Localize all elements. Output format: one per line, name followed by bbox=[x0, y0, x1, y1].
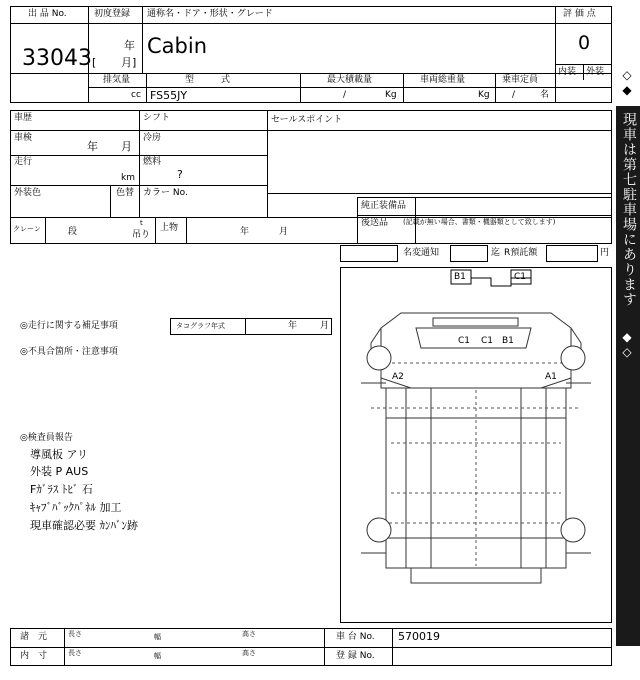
c1-top-mark: C1 bbox=[514, 272, 527, 282]
color-change-label: 色替 bbox=[116, 188, 135, 198]
c1-left-mark: C1 bbox=[458, 336, 471, 346]
exterior-score-label: 外装 bbox=[586, 67, 605, 77]
gross-weight-label: 車両総重量 bbox=[420, 75, 466, 85]
height-label: 高さ bbox=[242, 630, 256, 638]
history-label: 車歴 bbox=[14, 113, 33, 123]
fuel-value: ? bbox=[177, 168, 183, 181]
sidebar-diamonds-top: ◇◆ bbox=[620, 68, 634, 98]
b1-right-mark: B1 bbox=[502, 336, 514, 346]
gross-weight-kg: Kg bbox=[478, 90, 490, 100]
wheel-rear-left bbox=[367, 518, 391, 542]
type-label: 型 式 bbox=[185, 75, 231, 85]
lot-label: 出 品 No. bbox=[28, 9, 67, 19]
genuine-equipment-label: 純正装備品 bbox=[361, 201, 407, 211]
later-delivery-label: 後送品 bbox=[361, 218, 389, 228]
width-label-2: 幅 bbox=[154, 652, 161, 660]
yen-unit: 円 bbox=[600, 248, 610, 258]
report-line: 導風板 アリ bbox=[30, 448, 89, 461]
first-reg-year-unit: 年 bbox=[124, 39, 135, 52]
reg-no-label: 登 録 No. bbox=[336, 651, 375, 661]
height-label-2: 高さ bbox=[242, 649, 256, 657]
first-reg-month-unit: 月] bbox=[121, 56, 137, 69]
wheel-rear-right bbox=[561, 518, 585, 542]
cc-unit: cc bbox=[131, 90, 141, 100]
crane-label: クレーン bbox=[13, 225, 41, 233]
capacity-slash: / bbox=[512, 90, 516, 100]
upper-label: 上物 bbox=[160, 223, 179, 233]
name-change-box-left bbox=[340, 245, 398, 262]
inspection-year-unit: 年 bbox=[87, 140, 98, 153]
ton-unit: t bbox=[140, 219, 143, 227]
model-name-label: 通称名・ドア・形状・グレード bbox=[147, 9, 273, 19]
dimensions-label: 諸 元 bbox=[20, 632, 48, 642]
displacement-label: 排気量 bbox=[103, 75, 131, 85]
capacity-unit: 名 bbox=[540, 90, 550, 100]
score-value: 0 bbox=[578, 32, 591, 54]
driving-note-label: ◎走行に関する補足事項 bbox=[20, 321, 118, 331]
stage-unit: 段 bbox=[68, 227, 78, 237]
b1-top-mark: B1 bbox=[454, 272, 466, 282]
model-name: Cabin bbox=[147, 34, 208, 58]
first-reg-bracket: [ bbox=[92, 56, 97, 69]
wheel-front-left bbox=[367, 346, 391, 370]
sidebar-diamonds-bottom: ◆◇ bbox=[620, 330, 634, 360]
sidebar-location-text: 現車は第七駐車場にあります bbox=[621, 112, 637, 307]
chassis-no: 570019 bbox=[398, 630, 440, 643]
score-label: 評 価 点 bbox=[563, 9, 596, 19]
length-label: 長さ bbox=[68, 630, 82, 638]
tachograph-label: タコグラフ年式 bbox=[176, 322, 225, 330]
report-line: 外装 P AUS bbox=[30, 465, 89, 478]
truck-diagram bbox=[341, 268, 611, 622]
tachograph-year-unit: 年 bbox=[288, 321, 298, 331]
crane-month-unit: 月 bbox=[279, 227, 289, 237]
interior-score-label: 内装 bbox=[558, 67, 577, 77]
report-line: ｷｬﾌﾞﾊﾞｯｸﾊﾟﾈﾙ 加工 bbox=[30, 501, 122, 514]
km-unit: km bbox=[121, 173, 135, 183]
name-change-date-box bbox=[450, 245, 488, 262]
first-reg-label: 初度登録 bbox=[94, 9, 131, 19]
tachograph-month-unit: 月 bbox=[320, 321, 330, 331]
inspector-report-label: ◎検査員報告 bbox=[20, 433, 73, 443]
location-sidebar bbox=[616, 0, 640, 680]
shift-label: シフト bbox=[143, 113, 171, 123]
recycle-label: R預託額 bbox=[504, 248, 538, 258]
lot-number: 33043 bbox=[22, 46, 92, 71]
wheel-front-right bbox=[561, 346, 585, 370]
ext-color-label: 外装色 bbox=[14, 188, 42, 198]
length-label-2: 長さ bbox=[68, 649, 82, 657]
max-load-label: 最大積載量 bbox=[327, 75, 373, 85]
recycle-amount-box bbox=[546, 245, 598, 262]
c1-mid-mark: C1 bbox=[481, 336, 494, 346]
name-change-label: 名変通知 bbox=[403, 248, 440, 258]
max-load-kg: Kg bbox=[385, 90, 397, 100]
inspection-month-unit: 月 bbox=[121, 140, 132, 153]
a1-mark: A1 bbox=[545, 372, 557, 382]
a2-mark: A2 bbox=[392, 372, 404, 382]
later-delivery-note: (記載が無い場合、書類・機器類として致します) bbox=[403, 218, 556, 226]
ac-label: 冷房 bbox=[143, 133, 162, 143]
report-line: Fｶﾞﾗｽ ﾄﾋﾞ 石 bbox=[30, 483, 93, 496]
capacity-label: 乗車定員 bbox=[502, 75, 539, 85]
mileage-label: 走行 bbox=[14, 157, 33, 167]
color-no-label: カラー No. bbox=[143, 188, 188, 198]
max-load-slash: / bbox=[343, 90, 347, 100]
inspection-label: 車検 bbox=[14, 133, 33, 143]
width-label: 幅 bbox=[154, 633, 161, 641]
defects-label: ◎不具合箇所・注意事項 bbox=[20, 347, 118, 357]
model-code: FS55JY bbox=[150, 89, 188, 102]
chassis-no-label: 車 台 No. bbox=[336, 632, 375, 642]
crane-year-unit: 年 bbox=[240, 227, 250, 237]
name-change-unit: 迄 bbox=[491, 248, 501, 258]
header-table bbox=[10, 6, 612, 103]
interior-dim-label: 内 寸 bbox=[20, 651, 48, 661]
sales-points-label: セールスポイント bbox=[271, 115, 343, 125]
suspended-label: 吊り bbox=[132, 230, 151, 240]
fuel-label: 燃料 bbox=[143, 157, 162, 167]
report-line: 現車確認必要 ｶﾝﾊﾞﾝ跡 bbox=[30, 519, 138, 532]
